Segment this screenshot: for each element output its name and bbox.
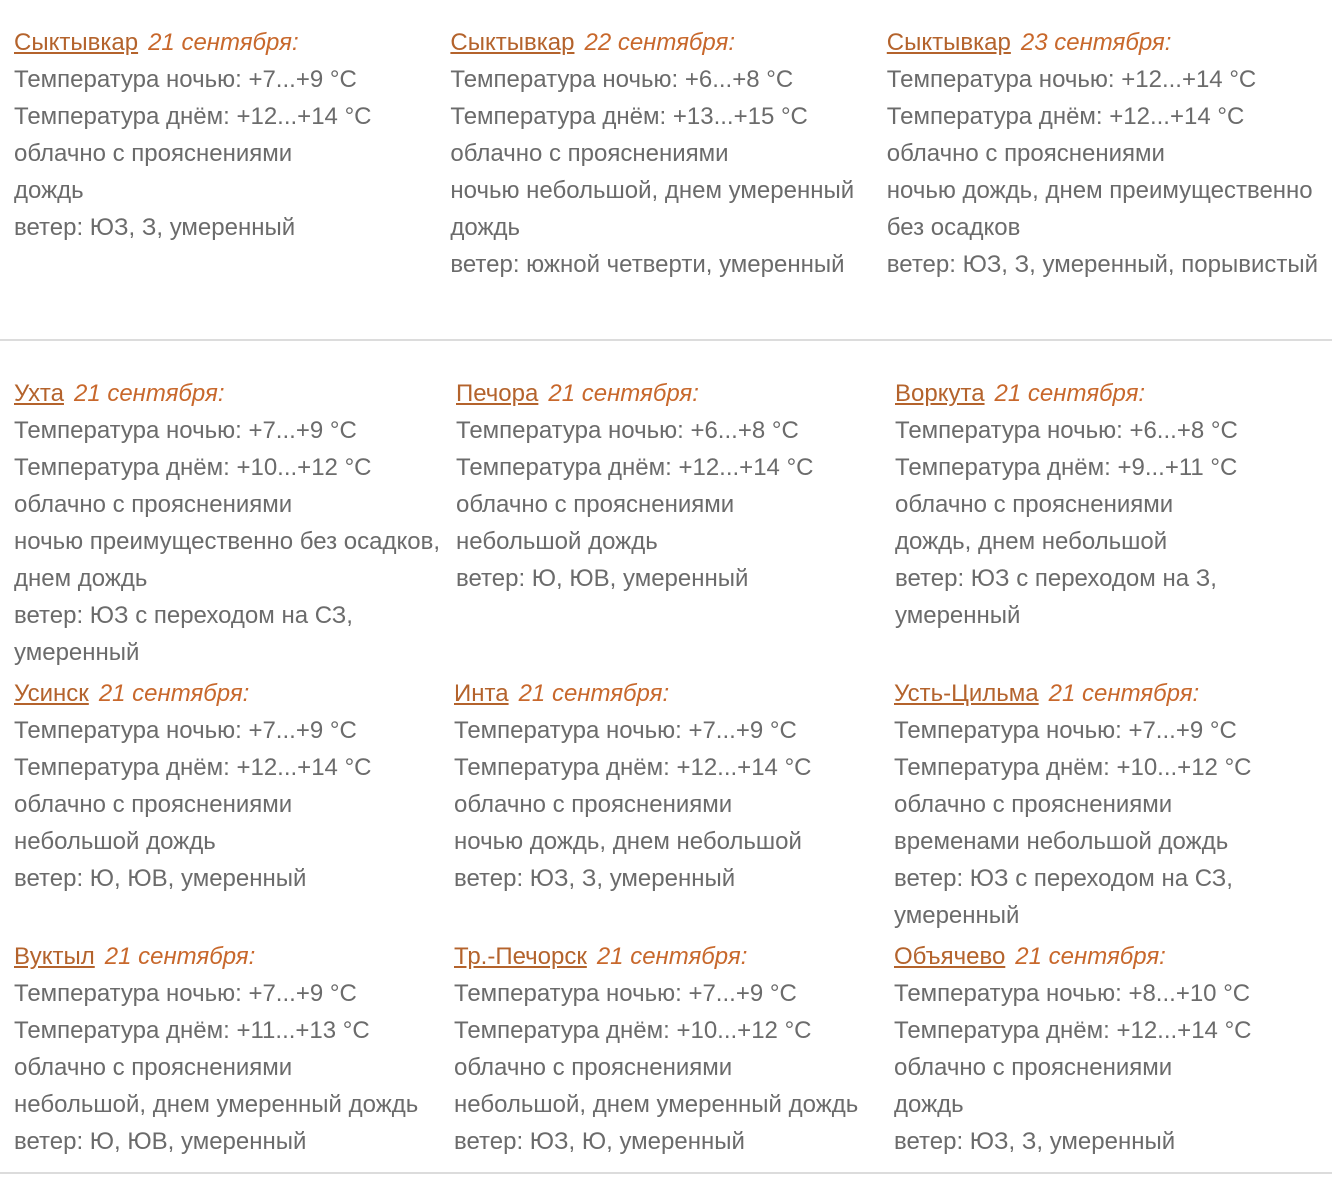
city-link[interactable]: Инта: [454, 680, 509, 707]
forecast-line: ветер: Ю, ЮВ, умеренный: [14, 1128, 307, 1155]
forecast-line: ветер: ЮЗ, З, умеренный: [894, 1128, 1176, 1155]
forecast-title: [894, 675, 1318, 712]
forecast-line: умеренный: [895, 602, 1021, 629]
forecast-line: ветер: ЮЗ, З, умеренный, порывистый: [886, 251, 1318, 278]
forecast-line: ветер: ЮЗ, З, умеренный: [454, 865, 736, 892]
forecast-block: [454, 938, 878, 1160]
forecast-line: дождь: [894, 1091, 964, 1118]
section-divider: [0, 339, 1332, 341]
forecast-title: [450, 24, 870, 61]
forecast-line: Температура ночью: +7...+9 °C: [454, 980, 797, 1007]
forecast-line: Температура ночью: +7...+9 °C: [894, 717, 1237, 744]
forecast-lines: [14, 975, 438, 1160]
forecast-line: ветер: ЮЗ с переходом на СЗ,: [894, 865, 1233, 892]
forecast-lines: [894, 975, 1318, 1160]
forecast-lines: [454, 712, 878, 897]
forecast-line: Температура днём: +12...+14 °C: [456, 454, 814, 481]
forecast-line: умеренный: [894, 902, 1020, 929]
forecast-block: [887, 24, 1318, 283]
forecast-line: Температура ночью: +7...+9 °C: [14, 980, 357, 1007]
forecast-line: облачно с прояснениями: [894, 1054, 1173, 1081]
bottom-divider: [0, 1172, 1332, 1174]
forecast-line: небольшой, днем умеренный дождь: [14, 1091, 419, 1118]
forecast-title: [887, 24, 1318, 61]
forecast-line: ветер: ЮЗ, З, умеренный: [14, 214, 296, 241]
forecast-title: [14, 675, 438, 712]
forecast-line: небольшой, днем умеренный дождь: [454, 1091, 859, 1118]
forecast-line: облачно с прояснениями: [14, 1054, 293, 1081]
forecast-line: облачно с прояснениями: [14, 140, 293, 167]
forecast-line: ночью дождь, днем преимущественно: [886, 177, 1313, 204]
forecast-title: [456, 375, 879, 412]
forecast-date: 21 сентября:: [104, 943, 256, 970]
forecast-lines: [14, 712, 438, 897]
forecast-line: ветер: ЮЗ с переходом на СЗ,: [14, 602, 353, 629]
city-link[interactable]: Тр.-Печорск: [454, 943, 587, 970]
forecast-date: 21 сентября:: [148, 29, 299, 56]
forecast-line: ветер: ЮЗ, Ю, умеренный: [454, 1128, 745, 1155]
forecast-line: ночью небольшой, днем умеренный: [450, 177, 855, 204]
forecast-line: ветер: Ю, ЮВ, умеренный: [14, 865, 307, 892]
forecast-line: Температура днём: +12...+14 °C: [886, 103, 1245, 130]
forecast-date: 21 сентября:: [596, 943, 748, 970]
city-link[interactable]: Сыктывкар: [450, 29, 575, 56]
forecast-line: Температура ночью: +7...+9 °C: [14, 66, 357, 93]
forecast-lines: [14, 61, 434, 246]
forecast-line: ночью дождь, днем небольшой: [454, 828, 802, 855]
forecast-line: временами небольшой дождь: [894, 828, 1229, 855]
forecast-title: [894, 938, 1318, 975]
forecast-line: ветер: южной четверти, умеренный: [450, 251, 845, 278]
forecast-title: [454, 938, 878, 975]
forecast-lines: [894, 712, 1318, 934]
forecast-lines: [14, 412, 440, 671]
forecast-block: [456, 375, 879, 597]
city-link[interactable]: Сыктывкар: [14, 29, 139, 56]
forecast-line: облачно с прояснениями: [450, 140, 729, 167]
forecast-row-2: [0, 375, 1332, 671]
forecast-block: [14, 375, 440, 671]
city-link[interactable]: Вуктыл: [14, 943, 95, 970]
forecast-date: 21 сентября:: [518, 680, 670, 707]
forecast-line: без осадков: [886, 214, 1021, 241]
forecast-line: Температура днём: +10...+12 °C: [894, 754, 1252, 781]
forecast-line: ветер: Ю, ЮВ, умеренный: [456, 565, 749, 592]
forecast-line: дождь: [450, 214, 521, 241]
city-link[interactable]: Ухта: [14, 380, 64, 407]
forecast-block: [14, 24, 434, 246]
forecast-line: Температура днём: +12...+14 °C: [894, 1017, 1252, 1044]
forecast-line: Температура днём: +12...+14 °C: [14, 754, 372, 781]
forecast-line: облачно с прояснениями: [886, 140, 1165, 167]
forecast-line: Температура днём: +10...+12 °C: [454, 1017, 812, 1044]
forecast-line: облачно с прояснениями: [454, 791, 733, 818]
forecast-lines: [895, 412, 1318, 634]
forecast-line: облачно с прояснениями: [14, 791, 293, 818]
forecast-lines: [456, 412, 879, 597]
forecast-line: облачно с прояснениями: [456, 491, 735, 518]
forecast-line: небольшой дождь: [14, 828, 216, 855]
forecast-date: 21 сентября:: [98, 680, 250, 707]
forecast-date: 23 сентября:: [1020, 29, 1172, 56]
forecast-row-3: [0, 675, 1332, 934]
forecast-line: Температура ночью: +7...+9 °C: [14, 717, 357, 744]
city-link[interactable]: Воркута: [895, 380, 985, 407]
forecast-lines: [887, 61, 1318, 283]
forecast-line: Температура ночью: +6...+8 °C: [895, 417, 1238, 444]
forecast-line: дождь: [14, 177, 84, 204]
city-link[interactable]: Сыктывкар: [886, 29, 1011, 56]
forecast-date: 21 сентября:: [73, 380, 225, 407]
forecast-lines: [454, 975, 878, 1160]
forecast-line: Температура днём: +10...+12 °C: [14, 454, 372, 481]
city-link[interactable]: Усинск: [14, 680, 89, 707]
forecast-line: Температура ночью: +7...+9 °C: [454, 717, 797, 744]
forecast-row-1: [0, 24, 1332, 283]
forecast-line: облачно с прояснениями: [454, 1054, 733, 1081]
city-link[interactable]: Объячево: [894, 943, 1006, 970]
forecast-title: [14, 938, 438, 975]
forecast-line: Температура ночью: +6...+8 °C: [456, 417, 799, 444]
forecast-title: [14, 375, 440, 412]
forecast-title: [14, 24, 434, 61]
forecast-line: Температура ночью: +7...+9 °C: [14, 417, 357, 444]
forecast-line: Температура ночью: +6...+8 °C: [450, 66, 794, 93]
forecast-block: [894, 675, 1318, 934]
forecast-line: небольшой дождь: [456, 528, 658, 555]
city-link[interactable]: Печора: [456, 380, 539, 407]
forecast-line: днем дождь: [14, 565, 148, 592]
forecast-line: Температура днём: +13...+15 °C: [450, 103, 808, 130]
forecast-line: Температура ночью: +12...+14 °C: [886, 66, 1257, 93]
forecast-title: [895, 375, 1318, 412]
forecast-date: 21 сентября:: [548, 380, 699, 407]
forecast-line: Температура днём: +11...+13 °C: [14, 1017, 370, 1044]
forecast-line: дождь, днем небольшой: [895, 528, 1168, 555]
forecast-title: [454, 675, 878, 712]
forecast-line: Температура днём: +9...+11 °C: [895, 454, 1238, 481]
forecast-block: [454, 675, 878, 897]
forecast-line: Температура днём: +12...+14 °C: [454, 754, 812, 781]
forecast-line: Температура днём: +12...+14 °C: [14, 103, 372, 130]
forecast-line: облачно с прояснениями: [14, 491, 293, 518]
forecast-block: [14, 938, 438, 1160]
forecast-line: умеренный: [14, 639, 140, 666]
forecast-row-4: [0, 938, 1332, 1160]
forecast-line: облачно с прояснениями: [895, 491, 1174, 518]
forecast-date: 22 сентября:: [584, 29, 735, 56]
forecast-line: облачно с прояснениями: [894, 791, 1173, 818]
forecast-block: [895, 375, 1318, 634]
forecast-block: [450, 24, 870, 283]
forecast-block: [894, 938, 1318, 1160]
forecast-line: ночью преимущественно без осадков,: [14, 528, 440, 555]
forecast-line: ветер: ЮЗ с переходом на З,: [895, 565, 1217, 592]
forecast-date: 21 сентября:: [1015, 943, 1166, 970]
forecast-lines: [450, 61, 870, 283]
forecast-date: 21 сентября:: [1048, 680, 1200, 707]
forecast-line: Температура ночью: +8...+10 °C: [894, 980, 1251, 1007]
forecast-date: 21 сентября:: [994, 380, 1146, 407]
forecast-block: [14, 675, 438, 897]
city-link[interactable]: Усть-Цильма: [894, 680, 1039, 707]
